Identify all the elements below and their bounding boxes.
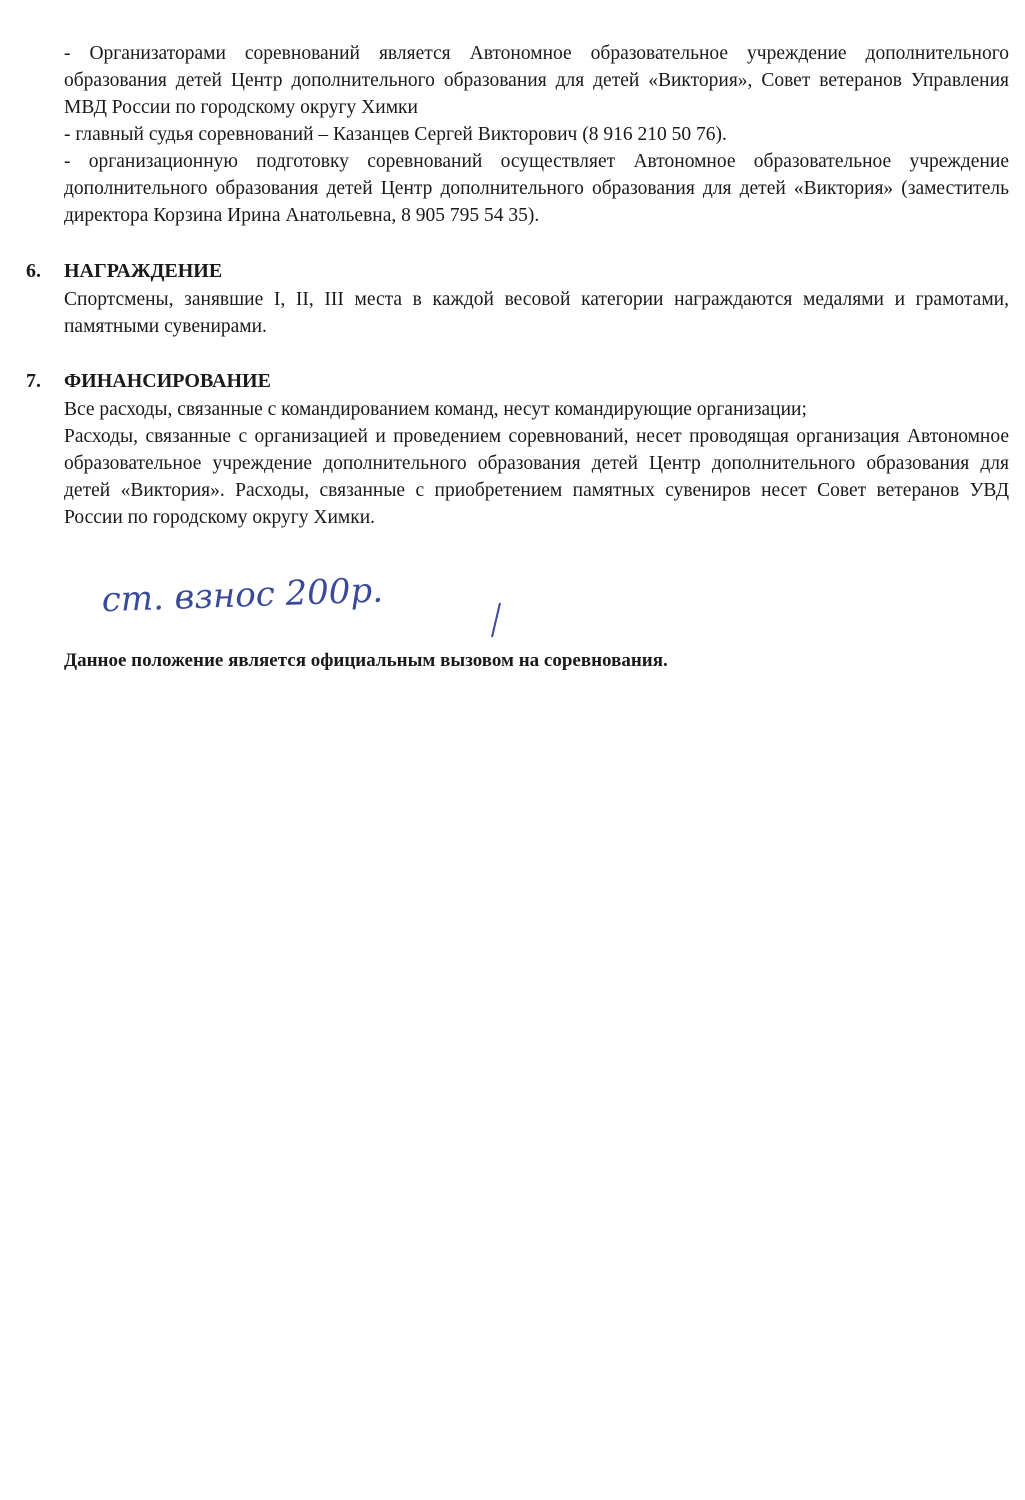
section-6-number: 6. [26, 260, 41, 282]
handwritten-note [100, 565, 580, 645]
handwritten-note-text: ст. взнос 200р. [100, 570, 384, 621]
section-6-body [64, 286, 1009, 340]
chief-judge-paragraph: - главный судья соревнований – Казанцев Сергей Викторович (8 916 210 50 76). [64, 124, 727, 145]
awards-paragraph: Спортсмены, занявшие I, II, III места в каждой весовой категории награждаются медалями и грамотами, памятными сувенирами. [64, 289, 1009, 337]
organizers-paragraph: - Организаторами соревнований является Автономное образовательное учреждение дополнительного образования детей Центр дополнительного образования для детей «Виктория», Совет ветеранов Управления МВД России по городскому округу Химки [64, 43, 1009, 118]
financing-paragraph: Расходы, связанные с организацией и проведением соревнований, несет проводящая организация Автономное образовательное учреждение дополнительного образования детей Центр дополнительного образования для детей «Виктория». Расходы, связанные с приобретением памятных сувениров несет Совет ветеранов УВД России по городскому округу Химки. [64, 426, 1009, 528]
section-6-title: НАГРАЖДЕНИЕ [64, 260, 223, 282]
section-7-number: 7. [26, 370, 41, 392]
section-6-heading [26, 258, 222, 285]
organizers-block [64, 40, 1009, 229]
organization-paragraph: - организационную подготовку соревнований осуществляет Автономное образовательное учреждение дополнительного образования детей Центр дополнительного образования для детей «Виктория» (заместитель директора Корзина Ирина Анатольевна, 8 905 795 54 35). [64, 151, 1009, 226]
handwritten-stroke [492, 603, 500, 637]
section-7-title: ФИНАНСИРОВАНИЕ [64, 370, 271, 392]
financing-line-1: Все расходы, связанные с командированием команд, несут командирующие организации; [64, 399, 807, 420]
section-7-heading [26, 368, 271, 395]
section-7-body [64, 396, 1009, 531]
official-call-note: Данное положение является официальным вызовом на соревнования. [64, 650, 668, 671]
